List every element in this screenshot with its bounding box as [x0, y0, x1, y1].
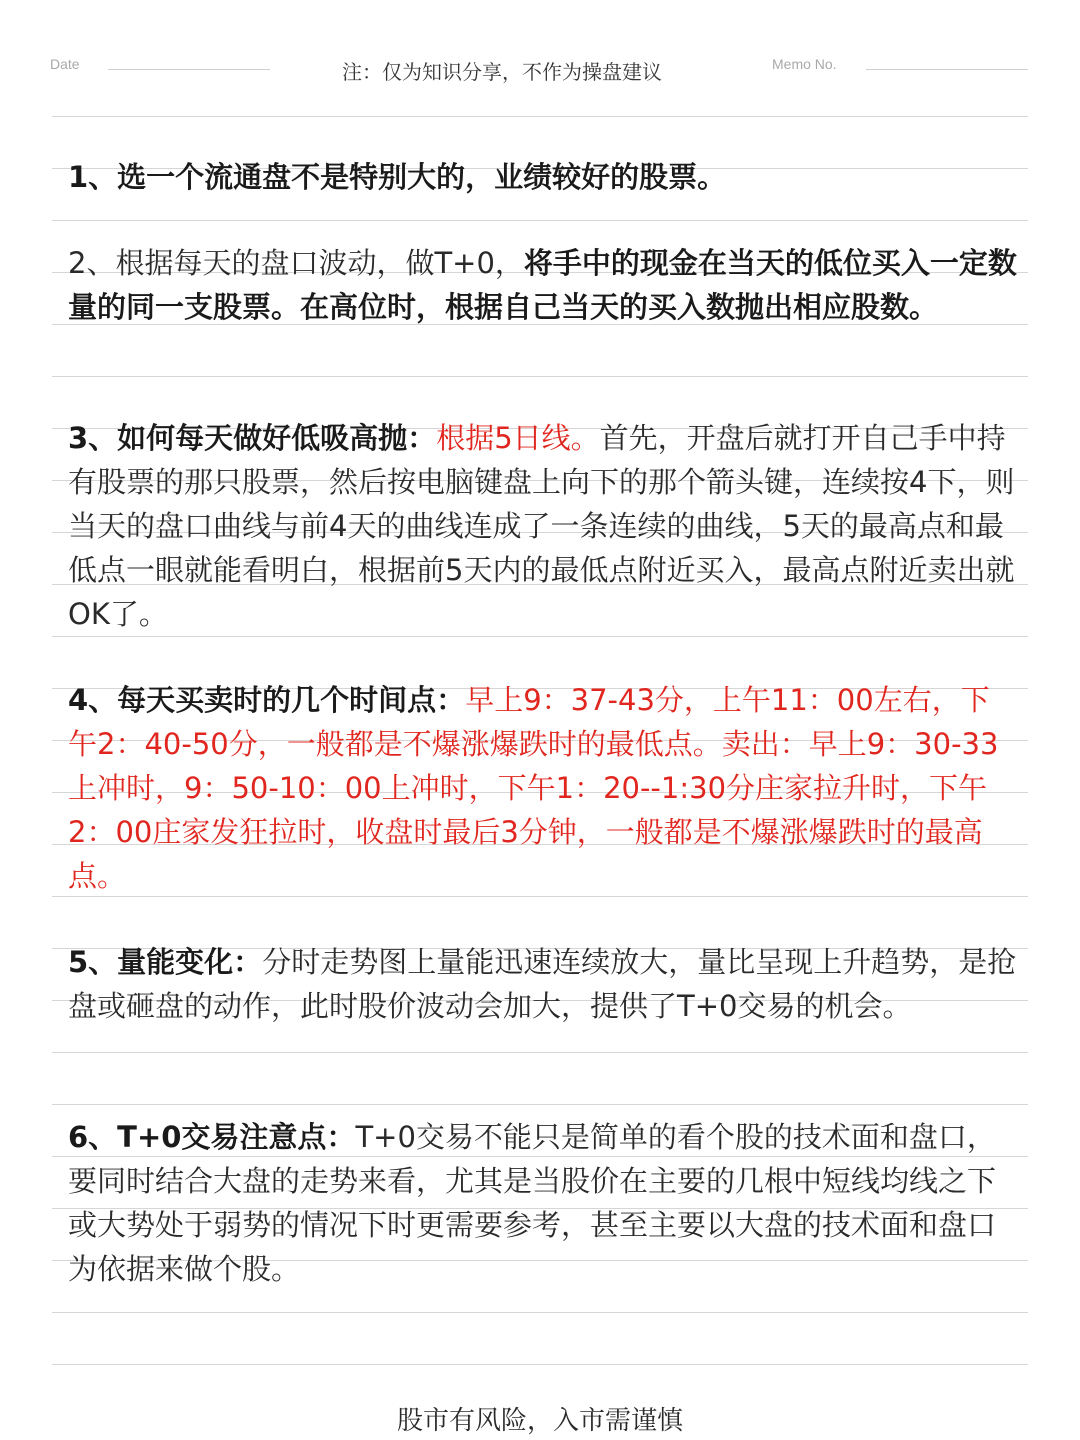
date-underline [108, 69, 270, 70]
tip-4-heading: 4、每天买卖时的几个时间点： [68, 683, 466, 717]
tip-4-highlight: 早上9：37-43分，上午11：00左右，下午2：40-50分，一般都是不爆涨爆跌时的最低点。卖出：早上9：30-33上冲时，9：50-10：00上冲时，下午1：20--1:30分庄家拉升时，下午2：00庄家发狂拉时，收盘时最后3分钟，一般都是不爆涨爆跌时的最高点。 [68, 683, 999, 893]
memo-header [0, 0, 1080, 110]
rule-line [52, 1052, 1028, 1053]
tip-4 [68, 678, 1018, 898]
tip-3-body: 首先，开盘后就打开自己手中持有股票的那只股票，然后按电脑键盘上向下的那个箭头键，连续按4下，则当天的盘口曲线与前4天的曲线连成了一条连续的曲线，5天的最高点和最低点一眼就能看明白，根据前5天内的最低点附近买入，最高点附近卖出就OK了。 [68, 421, 1015, 631]
rule-line [52, 1364, 1028, 1365]
risk-footer: 股市有风险，入市需谨慎 [396, 1406, 683, 1436]
tip-2-heading: 2、根据每天的盘口波动，做T+0， [68, 246, 524, 280]
tip-3-heading: 3、如何每天做好低吸高抛： [68, 421, 437, 455]
tip-1-heading: 1、选一个流通盘不是特别大的，业绩较好的股票。 [68, 160, 727, 194]
tip-2 [68, 241, 1018, 329]
tip-6-heading: 6、T+0交易注意点： [68, 1120, 356, 1154]
memo-label: Memo No. [772, 56, 837, 72]
tip-3-highlight: 根据5日线。 [436, 421, 600, 455]
rule-line [52, 1104, 1028, 1105]
tip-5-body: 分时走势图上量能迅速连续放大，量比呈现上升趋势，是抢盘或砸盘的动作，此时股价波动会加大，提供了T+0交易的机会。 [68, 945, 1017, 1023]
tip-6-body: T+0交易不能只是简单的看个股的技术面和盘口，要同时结合大盘的走势来看，尤其是当股价在主要的几根中短线均线之下或大势处于弱势的情况下时更需要参考，甚至主要以大盘的技术面和盘口为依据来做个股。 [68, 1120, 997, 1286]
disclaimer-note: 注：仅为知识分享，不作为操盘建议 [342, 60, 662, 84]
rule-line [52, 116, 1028, 117]
tip-3 [68, 416, 1018, 636]
tip-1 [68, 155, 1018, 199]
tip-2-body: 将手中的现金在当天的低位买入一定数量的同一支股票。在高位时，根据自己当天的买入数抛出相应股数。 [68, 246, 1017, 324]
date-label: Date [50, 56, 80, 72]
memo-underline [866, 69, 1028, 70]
rule-line [52, 376, 1028, 377]
rule-line [52, 1312, 1028, 1313]
tip-5-heading: 5、量能变化： [68, 945, 263, 979]
tip-6 [68, 1115, 1018, 1291]
rule-line [52, 636, 1028, 637]
rule-line [52, 220, 1028, 221]
tip-5 [68, 940, 1018, 1028]
